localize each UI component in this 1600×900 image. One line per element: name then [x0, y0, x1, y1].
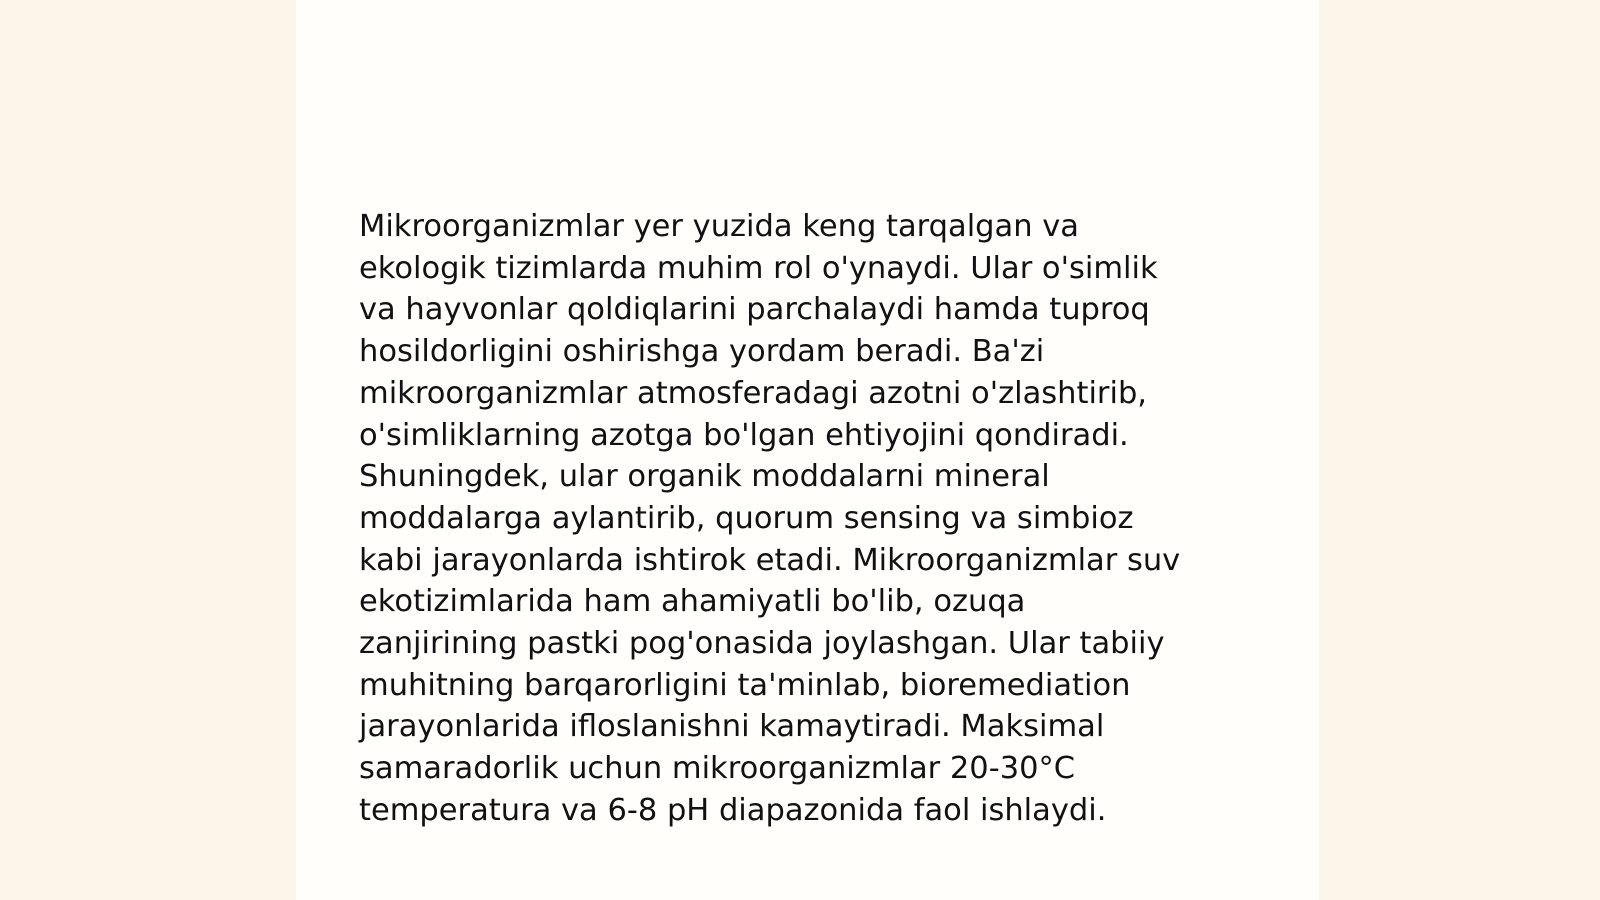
- right-margin: [1319, 0, 1600, 900]
- body-paragraph: Mikroorganizmlar yer yuzida keng tarqalgan va ekologik tizimlarda muhim rol o'ynaydi. Ular o'simlik va hayvonlar qoldiqlarini parchalaydi hamda tuproq hosildorligini oshirishga yordam beradi. Ba'zi mikroorganizmlar atmosferadagi azotni o'zlashtirib, o'simliklarning azotga bo'lgan ehtiyojini qondiradi. Shuningdek, ular organik moddalarni mineral moddalarga aylantirib, quorum sensing va simbioz kabi jarayonlarda ishtirok etadi. Mikroorganizmlar suv ekotizimlarida ham ahamiyatli bo'lib, ozuqa zanjirining pastki pog'onasida joylashgan. Ular tabiiy muhitning barqarorligini ta'minlab, bioremediation jarayonlarida ifloslanishni kamaytiradi. Maksimal samaradorlik uchun mikroorganizmlar 20-30°C temperatura va 6-8 pH diapazonida faol ishlaydi.: [359, 209, 1181, 828]
- document-page: [296, 0, 1319, 900]
- left-margin: [0, 0, 296, 900]
